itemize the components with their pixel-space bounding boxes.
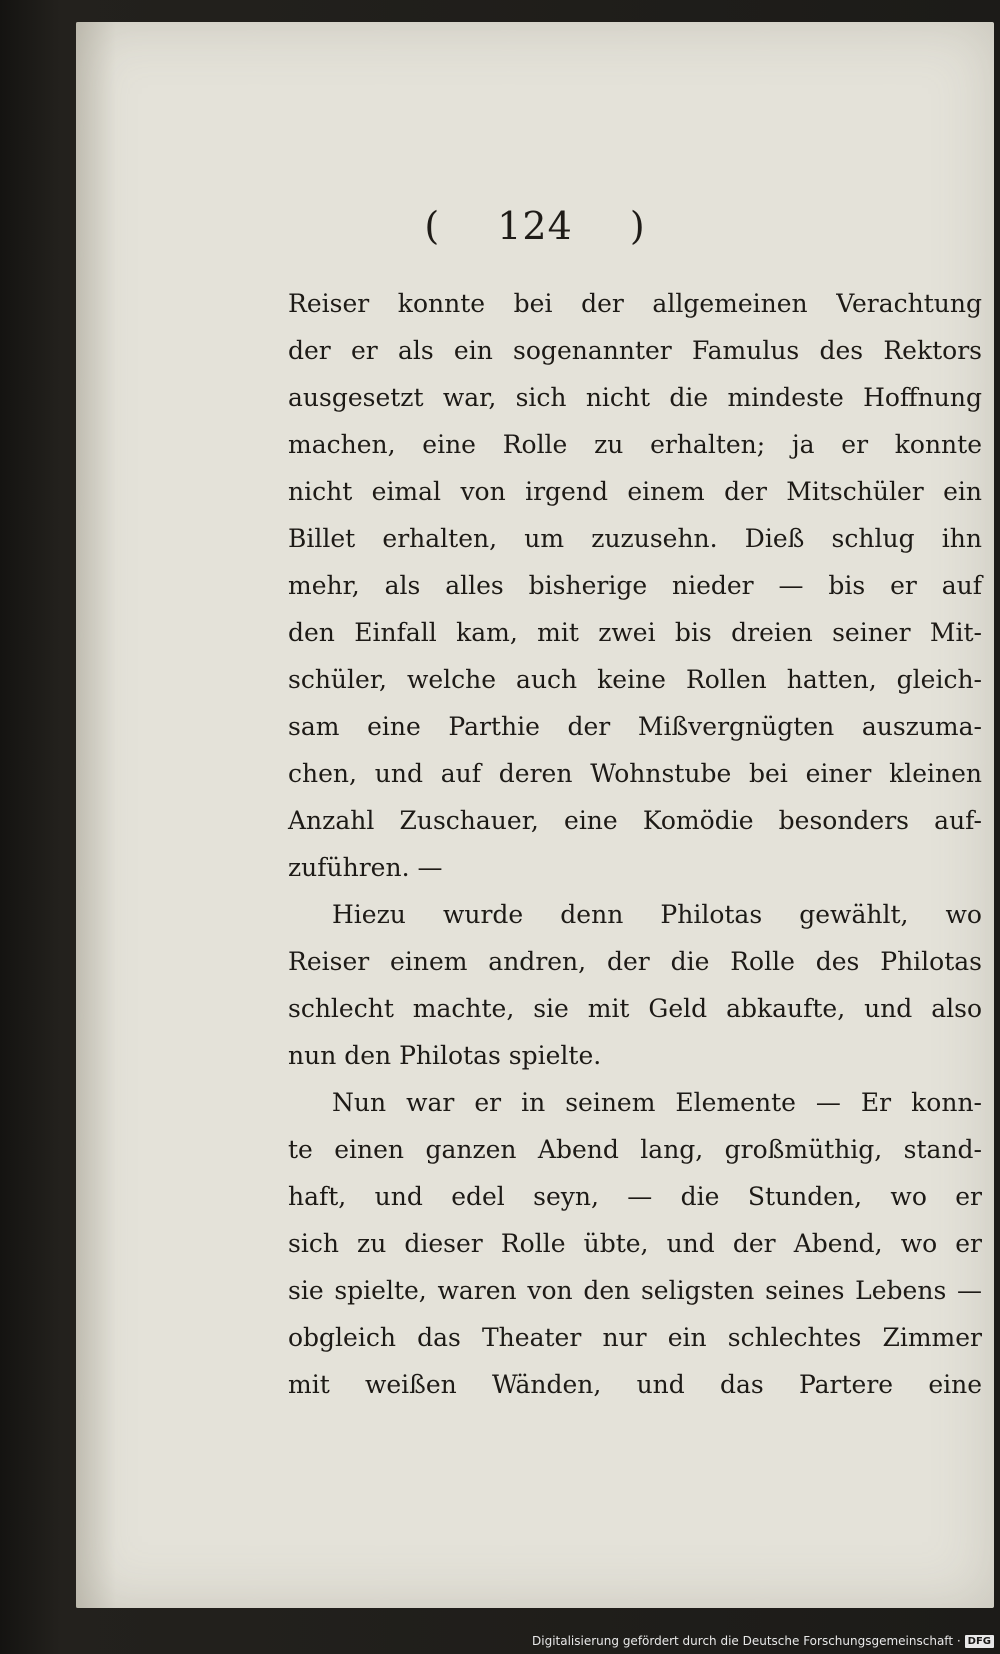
credit-text: Digitalisierung gefördert durch die Deutsche Forschungsgemeinschaft · [532, 1634, 961, 1648]
text-line: schüler, welche auch keine Rollen hatten, gleich- [288, 665, 982, 694]
text-line: der er als ein sogenannter Famulus des Rektors [288, 336, 982, 365]
text-line: chen, und auf deren Wohnstube bei einer kleinen [288, 759, 982, 788]
text-line: haft, und edel seyn, — die Stunden, wo er [288, 1182, 982, 1211]
text-line: Billet erhalten, um zuzusehn. Dieß schlug ihn [288, 524, 982, 553]
digitization-credit [532, 1634, 994, 1648]
text-line: sie spielte, waren von den seligsten seines Lebens — [288, 1276, 982, 1305]
text-line: obgleich das Theater nur ein schlechtes Zimmer [288, 1323, 982, 1352]
page-number: 124 [497, 204, 573, 248]
text-line: mehr, als alles bisherige nieder — bis er auf [288, 571, 982, 600]
text-line: Reiser einem andren, der die Rolle des Philotas [288, 947, 982, 976]
text-line: den Einfall kam, mit zwei bis dreien seiner Mit- [288, 618, 982, 647]
text-line: Anzahl Zuschauer, eine Komödie besonders auf- [288, 806, 982, 835]
text-line: mit weißen Wänden, und das Partere eine [288, 1370, 982, 1399]
text-line: ausgesetzt war, sich nicht die mindeste Hoffnung [288, 383, 982, 412]
dfg-logo: DFG [965, 1635, 994, 1648]
text-line: te einen ganzen Abend lang, großmüthig, stand- [288, 1135, 982, 1164]
text-line-paragraph-start: Nun war er in seinem Elemente — Er konn- [332, 1088, 982, 1117]
text-line: sich zu dieser Rolle übte, und der Abend, wo er [288, 1229, 982, 1258]
header-open-paren: ( [424, 204, 441, 248]
text-line: nun den Philotas spielte. [288, 1041, 602, 1070]
text-line: Reiser konnte bei der allgemeinen Verachtung [288, 289, 982, 318]
text-line: schlecht machte, sie mit Geld abkaufte, und also [288, 994, 982, 1023]
body-text [288, 280, 982, 1408]
page-header [76, 204, 994, 248]
text-line: sam eine Parthie der Mißvergnügten auszuma- [288, 712, 982, 741]
text-line-paragraph-start: Hiezu wurde denn Philotas gewählt, wo [332, 900, 982, 929]
text-line: zuführen. — [288, 853, 443, 882]
book-page [76, 22, 994, 1608]
text-line: machen, eine Rolle zu erhalten; ja er konnte [288, 430, 982, 459]
gutter-shade [76, 22, 116, 1608]
header-close-paren: ) [629, 204, 646, 248]
text-line: nicht eimal von irgend einem der Mitschüler ein [288, 477, 982, 506]
